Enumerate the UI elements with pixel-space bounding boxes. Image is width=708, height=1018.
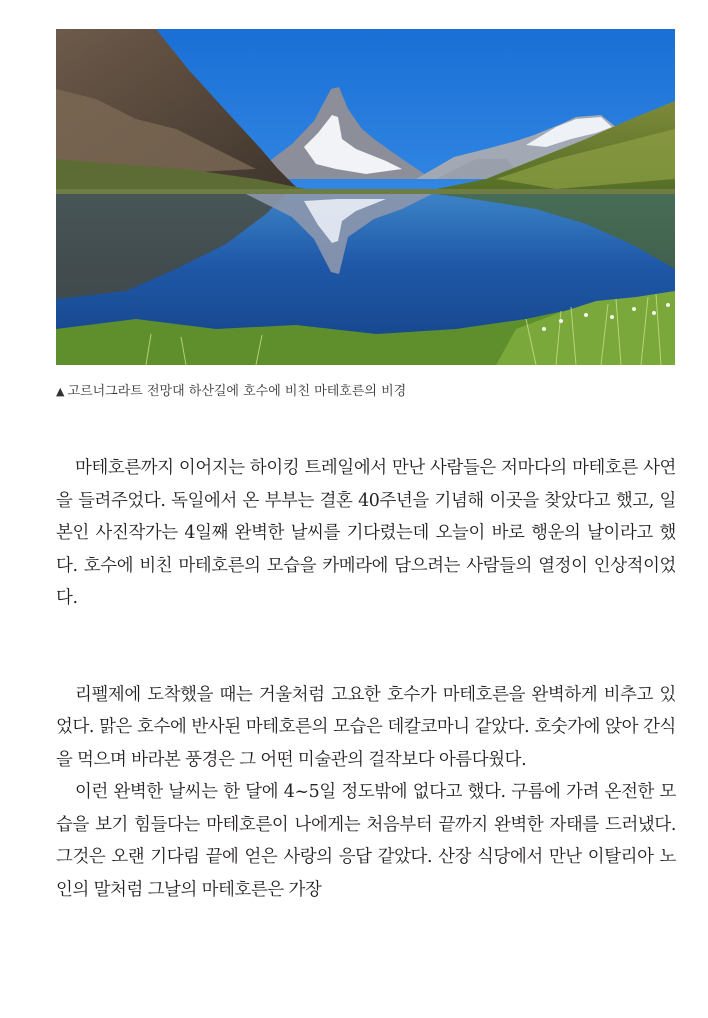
paragraph: 리펠제에 도착했을 때는 거울처럼 고요한 호수가 마테호른을 완벽하게 비추고 있었다. 맑은 호수에 반사된 마테호른의 모습은 데칼코마니 같았다. 호숫가에 앉아 간식을 먹으며 바라본 풍경은 그 어떤 미술관의 걸작보다 아름다웠다. — [56, 684, 676, 770]
caption-text: 고르너그라트 전망대 하산길에 호수에 비친 마테호른의 비경 — [67, 384, 407, 399]
article-body — [56, 452, 676, 906]
paragraph-gap — [56, 615, 676, 679]
matterhorn-lake-photo — [56, 29, 675, 365]
paragraph: 마테호른까지 이어지는 하이킹 트레일에서 만난 사람들은 저마다의 마테호른 사연을 들려주었다. 독일에서 온 부부는 결혼 40주년을 기념해 이곳을 찾았다고 했고, 일본인 사진작가는 4일째 완벽한 날씨를 기다렸는데 오늘이 바로 행운의 날이라고 했다. 호수에 비친 마테호른의 모습을 카메라에 담으려는 사람들의 열정이 인상적이었다. — [56, 458, 676, 608]
paragraph: 이런 완벽한 날씨는 한 달에 4~5일 정도밖에 없다고 했다. 구름에 가려 온전한 모습을 보기 힘들다는 마테호른이 나에게는 처음부터 끝까지 완벽한 자태를 드러냈다. 그것은 오랜 기다림 끝에 얻은 사랑의 응답 같았다. 산장 식당에서 만난 이탈리아 노인의 말처럼 그날의 마테호른은 가장 — [56, 782, 676, 900]
photo-caption — [56, 380, 406, 399]
triangle-marker-icon: ▲ — [56, 385, 65, 398]
